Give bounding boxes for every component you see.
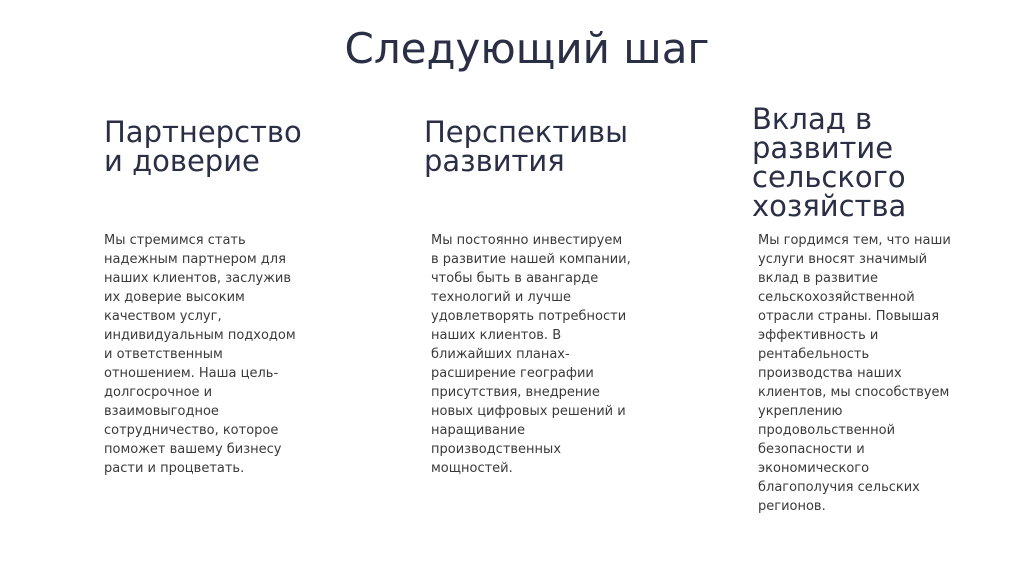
slide-title: Следующий шаг (344, 24, 710, 73)
column-body-prospects: Мы постоянно инвестируем в развитие нашей компании, чтобы быть в авангарде технологий и лучше удовлетворять потребности наших клиентов. В ближайших планах- расширение географии присутствия, внедрение новых цифровых решений и наращивание производственных мощностей. (431, 233, 631, 476)
column-heading-agriculture: Вклад в развитие сельского хозяйства (752, 102, 907, 223)
column-body-agriculture: Мы гордимся тем, что наши услуги вносят значимый вклад в развитие сельскохозяйственной отрасли страны. Повышая эффективность и рентабельность производства наших клиентов, мы способствуем укреплению продовольственной безопасности и экономического благополучия сельских регионов. (758, 233, 951, 514)
column-body-partnership: Мы стремимся стать надежным партнером для наших клиентов, заслужив их доверие высоким качеством услуг, индивидуальным подходом и ответственным отношением. Наша цель- долгосрочное и взаимовыгодное сотрудничество, которое поможет вашему бизнесу расти и процветать. (104, 233, 296, 476)
column-heading-partnership: Партнерство и доверие (104, 115, 302, 178)
column-heading-prospects: Перспективы развития (424, 115, 629, 178)
